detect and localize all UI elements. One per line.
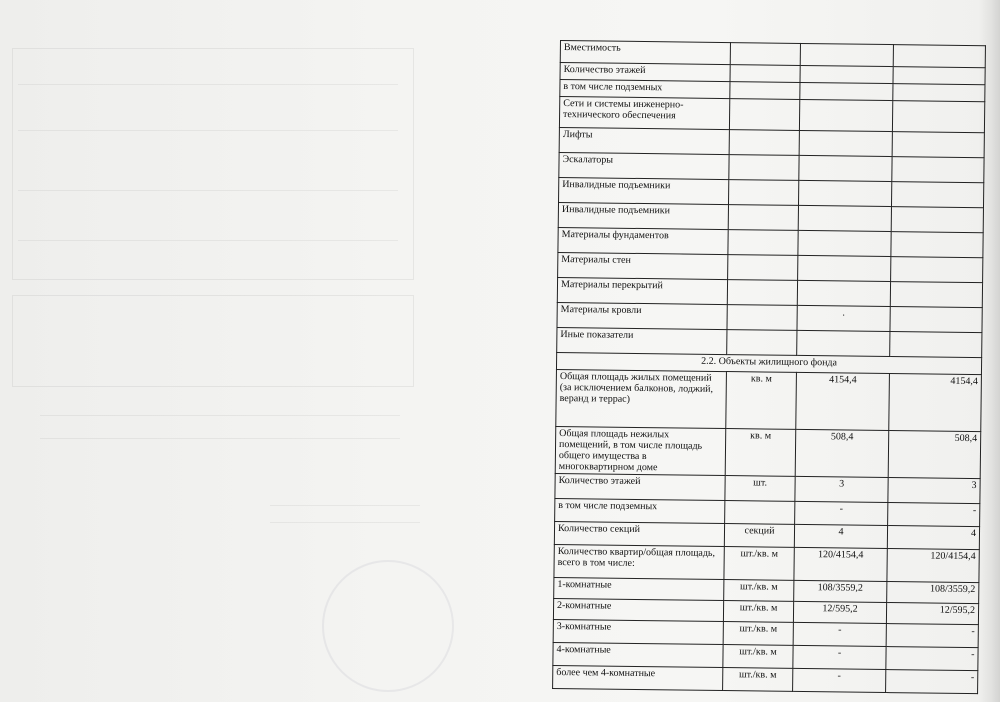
row-unit [729,180,799,206]
row-unit [730,43,800,66]
bleed-through-line [18,240,398,241]
table-row [553,665,978,693]
row-label: Лифты [559,127,729,154]
row-actual-value: 108/3559,2 [887,582,979,604]
row-label: Материалы кровли [557,302,727,329]
bleed-through-table [12,48,414,280]
row-label: Материалы фундаментов [558,227,728,254]
row-actual-value: 508,4 [888,431,981,479]
bleed-through-line [40,438,400,439]
row-label: Вместимость [560,41,730,65]
row-actual-value: - [886,624,978,648]
row-design-value [798,205,891,231]
row-actual-value: 3 [888,478,980,504]
row-design-value: - [793,668,886,692]
row-design-value: 4154,4 [796,372,890,430]
row-label: Инвалидные подъемники [558,202,728,229]
row-unit [729,155,799,181]
row-label: Материалы стен [558,252,728,279]
row-design-value: 12/595,2 [793,601,886,623]
row-unit: кв. м [726,372,797,430]
row-design-value [799,99,892,131]
row-actual-value [891,257,983,283]
row-label: 2-комнатные [553,598,723,621]
row-design-value: 508,4 [795,429,889,477]
row-actual-value [890,282,982,308]
row-unit [730,65,800,83]
row-label: Количество секций [554,521,724,546]
section-title: 2.2. Объекты жилищного фонда [556,352,981,374]
row-actual-value: - [886,670,978,694]
row-unit [727,280,797,306]
row-design-value [800,43,893,66]
row-label: Сети и системы инженерно-технического обеспечения [559,97,729,130]
building-parameters-table [552,40,986,694]
row-actual-value [892,101,984,133]
row-unit [728,230,798,256]
bleed-through-line [18,190,398,191]
bleed-through-line [18,130,398,131]
row-unit [725,501,795,525]
row-actual-value: 120/4154,4 [887,549,979,583]
table-row [556,369,982,431]
table-row [555,426,981,478]
row-actual-value: 4 [887,526,979,550]
row-unit [727,305,797,331]
row-label: Общая площадь нежилых помещений, в том числе площадь общего имущества в многоквартирном доме [555,426,726,475]
construction-parameters-body [557,41,986,358]
bleed-through-line [270,505,420,506]
table-row [554,544,979,582]
row-actual-value [893,67,985,85]
row-design-value [798,230,891,256]
row-actual-value [893,84,985,102]
row-actual-value [892,157,984,183]
row-design-value: 4 [794,524,887,548]
row-unit [729,130,799,156]
row-label: Материалы перекрытий [557,277,727,304]
row-label: Иные показатели [557,327,727,354]
bleed-through-line [18,84,398,85]
row-label: Общая площадь жилых помещений (за исключением балконов, лоджий, веранд и террас) [556,369,727,428]
row-design-value [800,65,893,83]
row-unit: шт./кв. м [723,601,793,623]
row-actual-value [891,232,983,258]
housing-stock-body [553,369,982,693]
row-design-value [798,255,891,281]
row-actual-value: 4154,4 [889,374,982,432]
row-design-value [800,82,893,100]
row-unit: шт./кв. м [724,580,794,602]
row-label: Количество этажей [555,473,725,500]
row-label: Инвалидные подъемники [559,177,729,204]
row-design-value: 108/3559,2 [794,580,887,602]
bleed-through-line [40,415,400,416]
row-design-value [799,130,892,156]
row-unit [729,99,799,131]
row-unit: шт./кв. м [723,622,793,646]
row-label: более чем 4-комнатные [553,665,723,690]
row-actual-value [893,45,985,68]
row-design-value [797,280,890,306]
row-design-value: 3 [795,476,888,502]
row-unit: шт. [725,476,795,502]
row-design-value: - [795,501,888,525]
row-unit: шт./кв. м [724,547,794,581]
row-design-value: - [793,622,886,646]
row-unit: кв. м [725,429,796,477]
row-design-value [799,155,892,181]
table-row [559,97,984,133]
row-actual-value: - [888,503,980,527]
row-unit [730,82,800,100]
row-label: в том числе подземных [560,80,730,99]
bleed-through-stamp [322,560,454,692]
row-design-value: - [793,645,886,669]
row-label: Количество этажей [560,63,730,82]
row-actual-value [891,182,983,208]
row-actual-value [892,132,984,158]
row-unit: секций [724,524,794,548]
bleed-through-table [12,295,414,387]
row-label: Эскалаторы [559,152,729,179]
row-unit: шт./кв. м [723,645,793,669]
row-unit [728,205,798,231]
row-label: 1-комнатные [554,577,724,600]
row-label: 3-комнатные [553,619,723,644]
row-label: Количество квартир/общая площадь, всего в том числе: [554,544,724,579]
rotated-form-area [552,40,990,695]
row-unit: шт./кв. м [723,668,793,692]
row-unit [728,255,798,281]
row-actual-value [890,307,982,333]
row-actual-value: 12/595,2 [886,603,978,625]
row-design-value [798,180,891,206]
row-actual-value [891,207,983,233]
row-label: в том числе подземных [555,498,725,523]
row-unit [727,330,797,356]
row-label: 4-комнатные [553,642,723,667]
row-design-value [797,330,890,356]
bleed-through-line [270,522,420,523]
row-design-value: . [797,305,890,331]
row-design-value: 120/4154,4 [794,547,887,581]
row-actual-value [890,332,982,358]
row-actual-value: - [886,647,978,671]
